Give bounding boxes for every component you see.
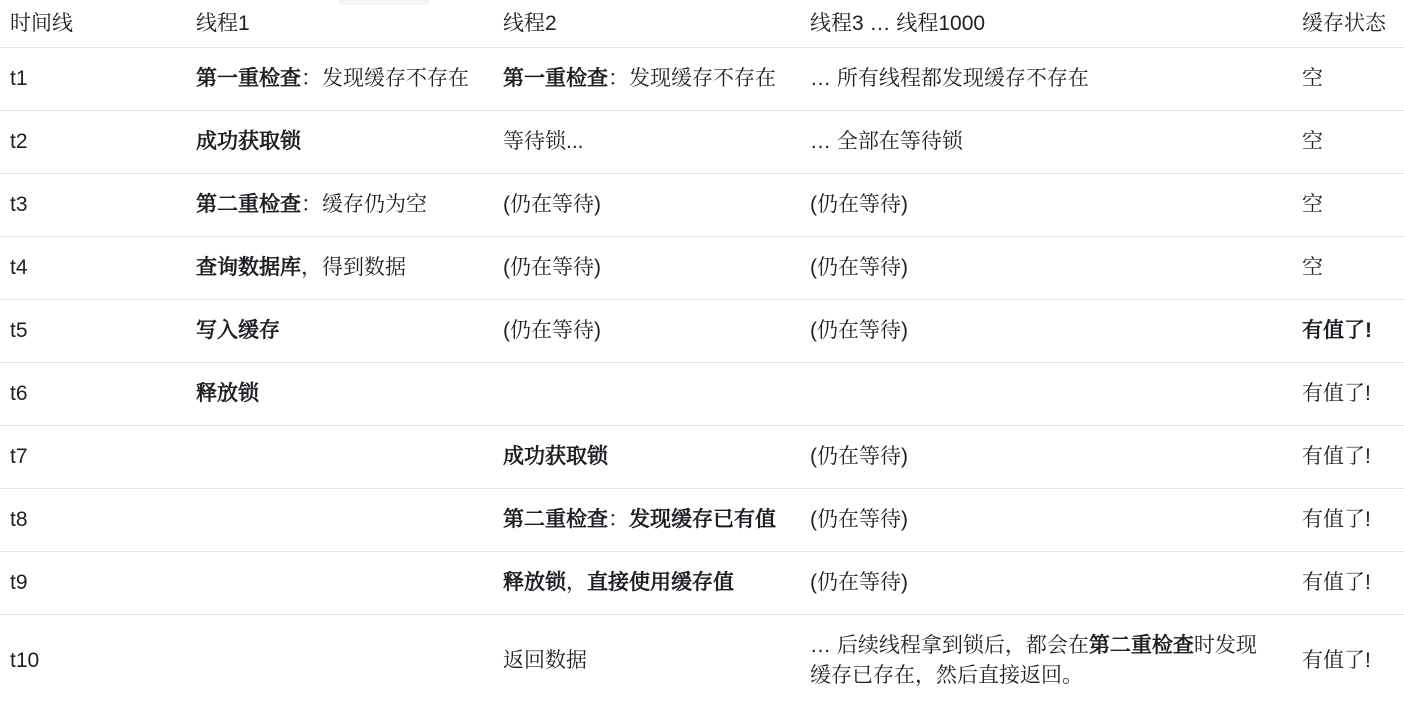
table-row xyxy=(0,489,1404,552)
thread2-cell xyxy=(503,426,810,489)
timeline-cell xyxy=(0,363,196,426)
column-header-timeline: 时间线 xyxy=(0,0,196,48)
thread1-cell xyxy=(196,174,503,237)
text-segment: 有值了! xyxy=(1302,649,1371,672)
thread3-cell xyxy=(810,489,1302,552)
table-row xyxy=(0,300,1404,363)
thread2-cell xyxy=(503,111,810,174)
timeline-cell xyxy=(0,615,196,707)
bold-text-segment: 释放锁 xyxy=(196,382,259,405)
text-segment: t5 xyxy=(10,319,28,342)
cache-status-cell xyxy=(1302,489,1404,552)
text-segment: t3 xyxy=(10,193,28,216)
thread2-cell xyxy=(503,174,810,237)
thread2-cell xyxy=(503,300,810,363)
bold-text-segment: 写入缓存 xyxy=(196,319,280,342)
thread2-cell xyxy=(503,237,810,300)
thread3-cell xyxy=(810,426,1302,489)
text-segment: 空 xyxy=(1302,193,1323,216)
text-segment: t10 xyxy=(10,649,39,672)
bold-text-segment: 查询数据库 xyxy=(196,256,301,279)
thread3-cell xyxy=(810,363,1302,426)
text-segment: … 后续线程拿到锁后，都会在 xyxy=(810,634,1089,657)
bold-text-segment: 成功获取锁 xyxy=(196,130,301,153)
table-row xyxy=(0,426,1404,489)
thread1-cell xyxy=(196,363,503,426)
text-segment: 空 xyxy=(1302,67,1323,90)
cache-status-cell xyxy=(1302,300,1404,363)
text-segment: (仍在等待) xyxy=(503,256,601,279)
table-row xyxy=(0,552,1404,615)
text-segment: t9 xyxy=(10,571,28,594)
bold-text-segment: 成功获取锁 xyxy=(503,445,608,468)
text-segment: t1 xyxy=(10,67,28,90)
text-segment: (仍在等待) xyxy=(503,193,601,216)
text-segment: ， xyxy=(566,571,587,594)
text-segment: t6 xyxy=(10,382,28,405)
cache-status-cell xyxy=(1302,426,1404,489)
timeline-cell xyxy=(0,174,196,237)
timeline-cell xyxy=(0,48,196,111)
cache-status-cell xyxy=(1302,174,1404,237)
cache-status-cell xyxy=(1302,552,1404,615)
thread3-cell xyxy=(810,174,1302,237)
text-segment: 有值了! xyxy=(1302,508,1371,531)
table-row xyxy=(0,48,1404,111)
thread1-cell xyxy=(196,426,503,489)
text-segment: (仍在等待) xyxy=(810,193,908,216)
table-row xyxy=(0,237,1404,300)
inline-code-chip-partial xyxy=(338,0,430,5)
timeline-cell xyxy=(0,237,196,300)
column-header-thread1: 线程1 xyxy=(196,0,503,48)
text-segment: (仍在等待) xyxy=(810,571,908,594)
table-body xyxy=(0,48,1404,707)
timeline-cell xyxy=(0,489,196,552)
text-segment: 有值了! xyxy=(1302,445,1371,468)
thread2-cell xyxy=(503,48,810,111)
text-segment: 空 xyxy=(1302,256,1323,279)
table-row xyxy=(0,615,1404,707)
text-segment: ：发现缓存不存在 xyxy=(608,67,776,90)
text-segment: ：发现缓存不存在 xyxy=(301,67,469,90)
thread2-cell xyxy=(503,552,810,615)
bold-text-segment: 直接使用缓存值 xyxy=(587,571,734,594)
thread2-cell xyxy=(503,489,810,552)
bold-text-segment: 第一重检查 xyxy=(503,67,608,90)
text-segment: 空 xyxy=(1302,130,1323,153)
timeline-cell xyxy=(0,111,196,174)
cache-status-cell xyxy=(1302,237,1404,300)
thread1-cell xyxy=(196,489,503,552)
thread2-cell xyxy=(503,363,810,426)
text-segment: 有值了! xyxy=(1302,571,1371,594)
timeline-cell xyxy=(0,552,196,615)
text-segment: (仍在等待) xyxy=(810,256,908,279)
text-segment: … 全部在等待锁 xyxy=(810,130,963,153)
text-segment: 有值了! xyxy=(1302,382,1371,405)
text-segment: (仍在等待) xyxy=(503,319,601,342)
column-header-cache-status: 缓存状态 xyxy=(1302,0,1404,48)
bold-text-segment: 第一重检查 xyxy=(196,67,301,90)
thread2-cell xyxy=(503,615,810,707)
text-segment: (仍在等待) xyxy=(810,445,908,468)
thread1-cell xyxy=(196,237,503,300)
table-row xyxy=(0,363,1404,426)
thread3-cell xyxy=(810,111,1302,174)
text-segment: ： xyxy=(608,508,629,531)
column-header-thread2: 线程2 xyxy=(503,0,810,48)
timeline-cell xyxy=(0,300,196,363)
text-segment: (仍在等待) xyxy=(810,319,908,342)
thread1-cell xyxy=(196,300,503,363)
text-segment: 时发现缓存已存在，然后直接返回。 xyxy=(810,634,1257,687)
cache-status-cell xyxy=(1302,363,1404,426)
bold-text-segment: 第二重检查 xyxy=(503,508,608,531)
text-segment: t8 xyxy=(10,508,28,531)
bold-text-segment: 释放锁 xyxy=(503,571,566,594)
cache-status-cell xyxy=(1302,48,1404,111)
thread1-cell xyxy=(196,111,503,174)
text-segment: 返回数据 xyxy=(503,649,587,672)
cache-status-cell xyxy=(1302,111,1404,174)
thread3-cell xyxy=(810,48,1302,111)
cache-status-cell xyxy=(1302,615,1404,707)
column-header-thread3-to-1000: 线程3 … 线程1000 xyxy=(810,0,1302,48)
table-row xyxy=(0,111,1404,174)
bold-text-segment: 发现缓存已有值 xyxy=(629,508,776,531)
thread3-cell xyxy=(810,237,1302,300)
thread1-cell xyxy=(196,552,503,615)
thread1-cell xyxy=(196,48,503,111)
thread3-cell xyxy=(810,615,1302,707)
text-segment: t2 xyxy=(10,130,28,153)
bold-text-segment: 有值了! xyxy=(1302,319,1372,342)
table-header-row xyxy=(0,0,1404,48)
timeline-cell xyxy=(0,426,196,489)
text-segment: (仍在等待) xyxy=(810,508,908,531)
text-segment: ，得到数据 xyxy=(301,256,406,279)
thread1-cell xyxy=(196,615,503,707)
bold-text-segment: 第二重检查 xyxy=(196,193,301,216)
text-segment: t7 xyxy=(10,445,28,468)
thread3-cell xyxy=(810,552,1302,615)
table-row xyxy=(0,174,1404,237)
text-segment: 等待锁... xyxy=(503,130,584,153)
thread3-cell xyxy=(810,300,1302,363)
text-segment: ：缓存仍为空 xyxy=(301,193,427,216)
text-segment: … 所有线程都发现缓存不存在 xyxy=(810,67,1089,90)
text-segment: t4 xyxy=(10,256,28,279)
bold-text-segment: 第二重检查 xyxy=(1089,634,1194,657)
